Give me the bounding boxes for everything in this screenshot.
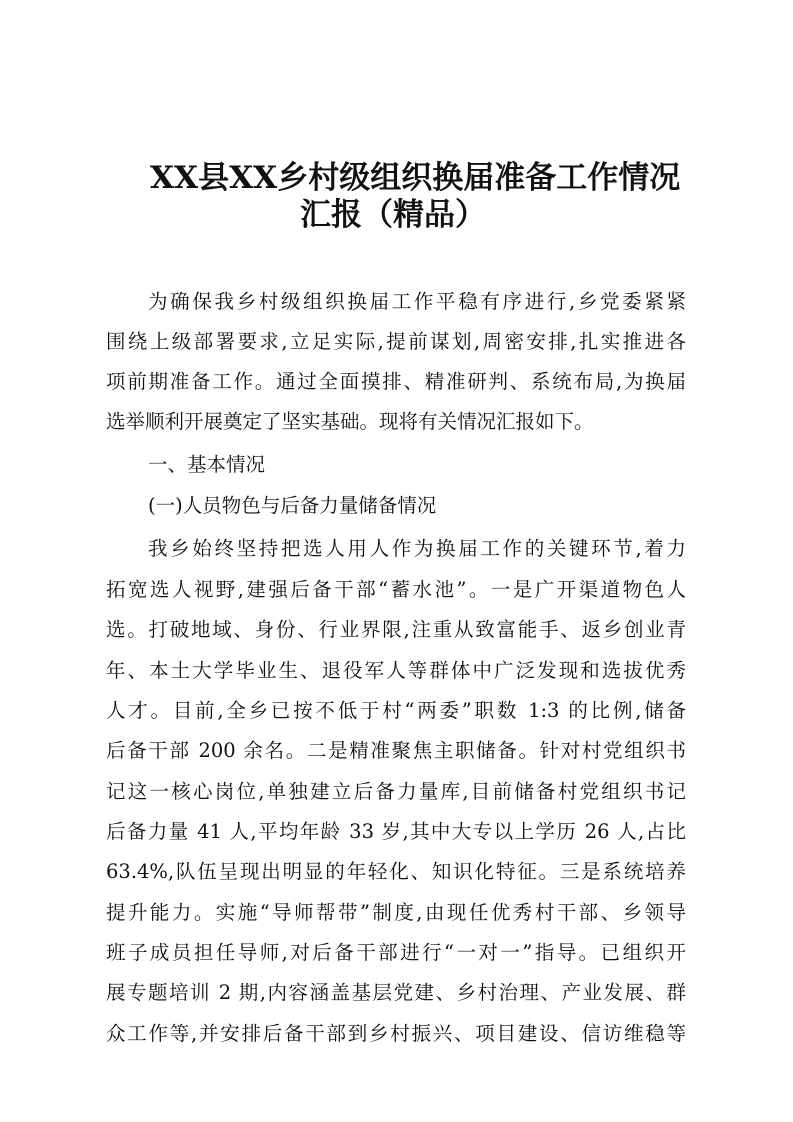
body-line: 记这一核心岗位,单独建立后备力量库,目前储备村党组织书记 (106, 780, 686, 803)
body-line: 众工作等,并安排后备干部到乡村振兴、项目建设、信访维稳等 (106, 1022, 686, 1045)
body-line: 我乡始终坚持把选人用人作为换届工作的关键环节,着力 (148, 537, 686, 560)
body-line: 人才。目前,全乡已按不低于村“两委”职数 1:3 的比例,储备 (106, 699, 686, 722)
body-line: 提升能力。实施“导师帮带”制度,由现任优秀村干部、乡领导 (106, 901, 686, 924)
intro-line: 为确保我乡村级组织换届工作平稳有序进行,乡党委紧紧 (148, 290, 686, 313)
body-line: 拓宽选人视野,建强后备干部“蓄水池”。一是广开渠道物色人 (106, 578, 686, 601)
body-line: 选。打破地域、身份、行业界限,注重从致富能手、返乡创业青 (106, 618, 686, 641)
intro-line: 选举顺利开展奠定了坚实基础。现将有关情况汇报如下。 (106, 410, 594, 433)
section-heading: 一、基本情况 (148, 453, 266, 476)
body-line: 班子成员担任导师,对后备干部进行“一对一”指导。已组织开 (106, 941, 686, 964)
intro-line: 围绕上级部署要求,立足实际,提前谋划,周密安排,扎实推进各 (106, 330, 686, 353)
body-line: 后备干部 200 余名。二是精准聚焦主职储备。针对村党组织书 (106, 739, 686, 762)
body-line: 63.4%,队伍呈现出明显的年轻化、知识化特征。三是系统培养 (106, 860, 686, 883)
body-line: 后备力量 41 人,平均年龄 33 岁,其中大专以上学历 26 人,占比 (106, 820, 686, 843)
body-line: 展专题培训 2 期,内容涵盖基层党建、乡村治理、产业发展、群 (106, 981, 686, 1004)
body-line: 年、本土大学毕业生、退役军人等群体中广泛发现和选拔优秀 (106, 659, 686, 682)
document-title-line-2: 汇报（精品） (300, 197, 486, 233)
subsection-heading: (一)人员物色与后备力量储备情况 (148, 494, 437, 517)
document-title-line-1: XX县XX乡村级组织换届准备工作情况 (150, 160, 681, 196)
intro-line: 项前期准备工作。通过全面摸排、精准研判、系统布局,为换届 (106, 370, 686, 393)
